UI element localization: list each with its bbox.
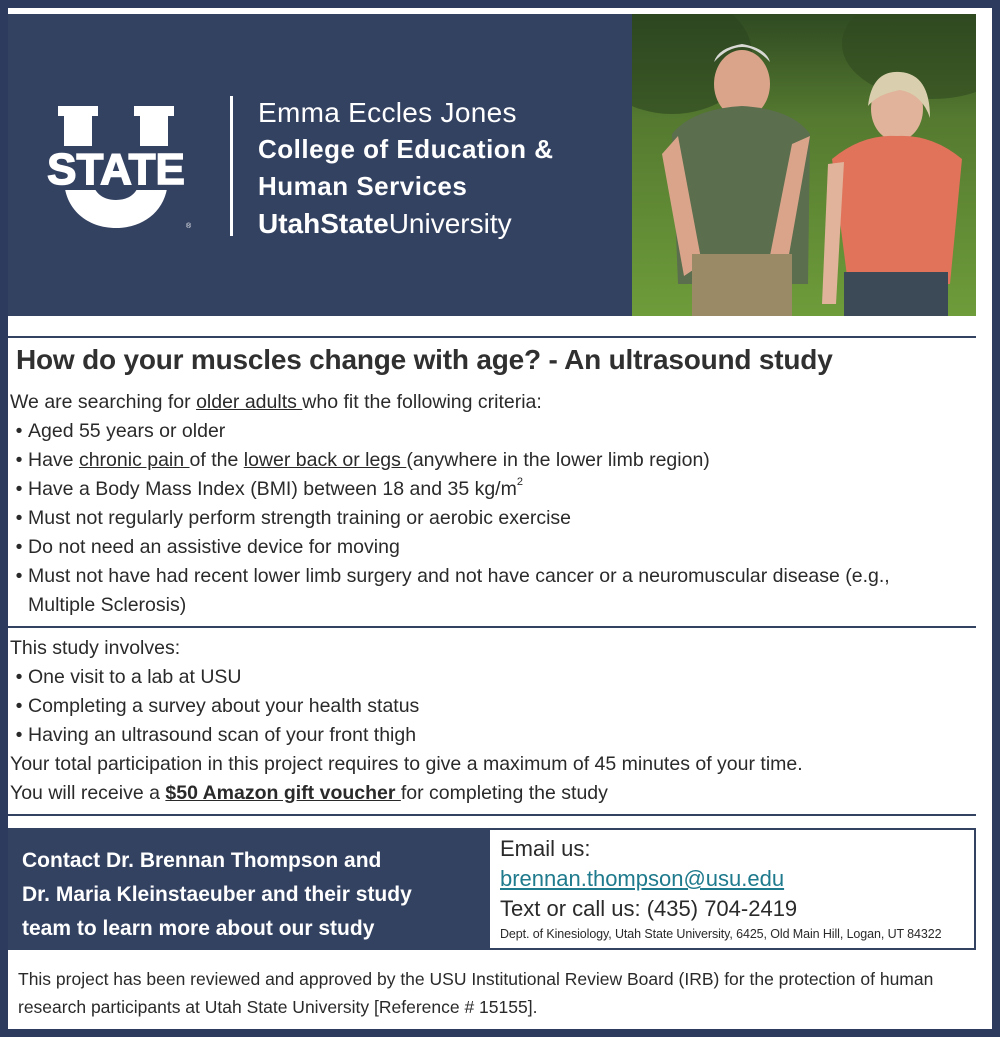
list-item: • One visit to a lab at USU (15, 666, 242, 688)
institution-line-2: College of Education & (258, 134, 554, 164)
time-requirement: Your total participation in this project requires to give a maximum of 45 minutes of your time. (10, 753, 803, 775)
irb-notice (18, 965, 978, 1021)
university-name: UtahStateUniversity (258, 208, 512, 239)
criteria-intro: We are searching for older adults who fit the following criteria: (10, 391, 542, 413)
usu-state-logo (36, 106, 196, 231)
contact-details (500, 834, 970, 944)
header-divider (230, 96, 233, 236)
header-banner (8, 14, 976, 316)
list-item: • Must not have had recent lower limb surgery and not have cancer or a neuromuscular disease (e.g., (15, 565, 890, 587)
contact-line-3: team to learn more about our study (22, 917, 375, 940)
list-item: • Aged 55 years or older (15, 420, 226, 442)
older-couple-photo (632, 14, 976, 316)
reward-text: You will receive a $50 Amazon gift voucher for completing the study (10, 782, 608, 804)
list-item: • Having an ultrasound scan of your front thigh (15, 724, 417, 746)
contact-line-2: Dr. Maria Kleinstaeuber and their study (22, 883, 412, 906)
irb-line-2: research participants at Utah State University [Reference # 15155]. (18, 997, 538, 1017)
institution-line-3: Human Services (258, 171, 468, 201)
divider-bottom (8, 814, 976, 816)
contact-box (8, 828, 976, 950)
institution-name (258, 94, 554, 242)
involves-heading: This study involves: (10, 637, 181, 659)
svg-text:®: ® (186, 223, 192, 230)
list-item: • Completing a survey about your health status (15, 695, 420, 717)
study-title: How do your muscles change with age? - An ultrasound study (16, 344, 833, 375)
list-item: • Have chronic pain of the lower back or legs (anywhere in the lower limb region) (15, 449, 710, 471)
contact-callout (10, 830, 490, 948)
email-link[interactable]: brennan.thompson@usu.edu (500, 866, 785, 891)
list-item: • Do not need an assistive device for moving (15, 536, 400, 558)
list-item: • Have a Body Mass Index (BMI) between 18 and 35 $kg/m^2$ (15, 476, 523, 500)
list-item-continuation: Multiple Sclerosis) (28, 594, 187, 616)
divider-top (8, 336, 976, 338)
contact-line-1: Contact Dr. Brennan Thompson and (22, 849, 382, 872)
department-address: Dept. of Kinesiology, Utah State University, 6425, Old Main Hill, Logan, UT 84322 (500, 927, 942, 941)
list-item: • Must not regularly perform strength training or aerobic exercise (15, 507, 571, 529)
phone-text: Text or call us: (435) 704-2419 (500, 896, 798, 921)
irb-line-1: This project has been reviewed and approved by the USU Institutional Review Board (IRB) for the protection of human (18, 969, 934, 989)
involves-section (10, 634, 803, 808)
criteria-section (10, 388, 890, 620)
email-label: Email us: (500, 836, 591, 861)
svg-text:STATE: STATE (47, 145, 185, 194)
institution-line-1: Emma Eccles Jones (258, 97, 517, 128)
divider-middle (8, 626, 976, 628)
